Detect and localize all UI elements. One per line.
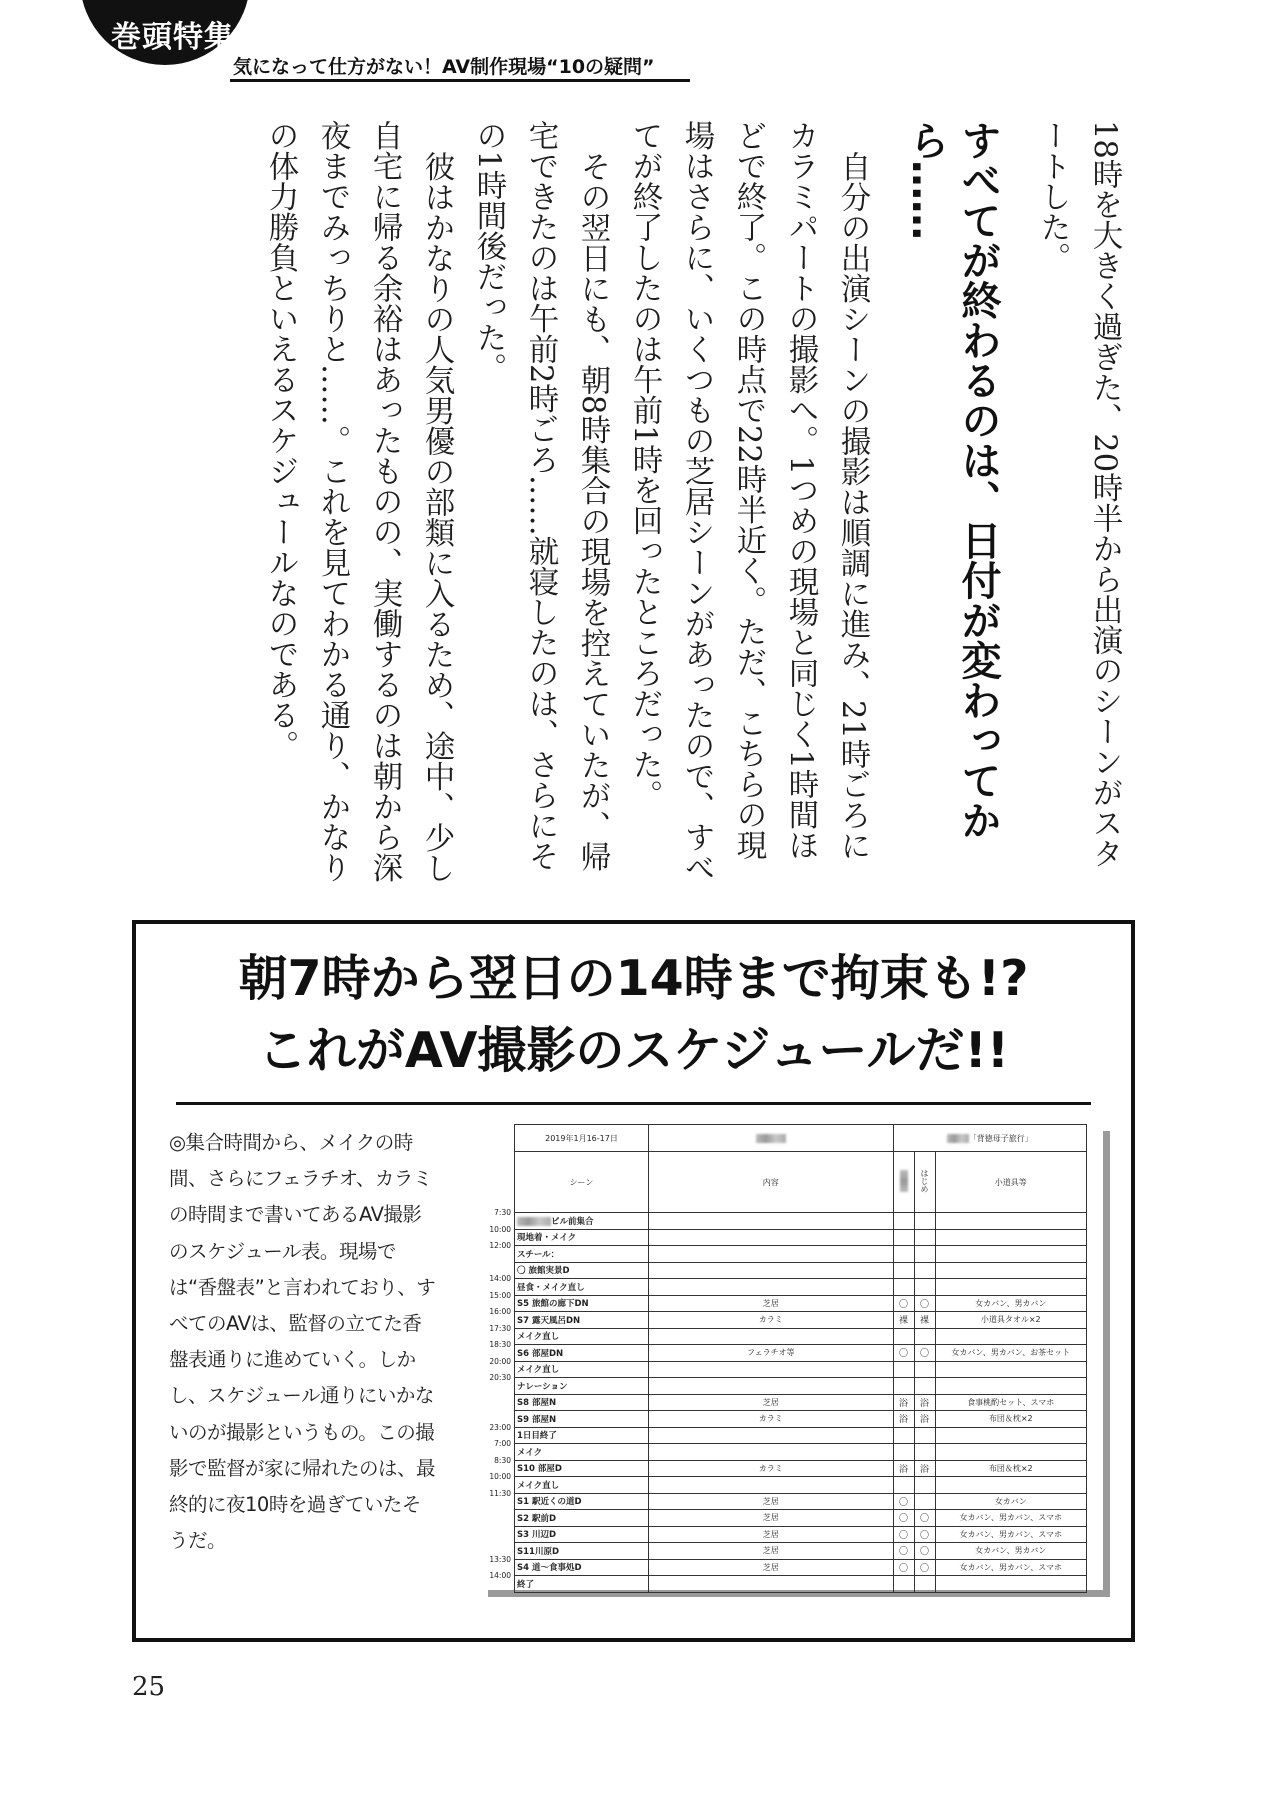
col-scene-header: シーン <box>515 1152 649 1213</box>
schedule-props-cell <box>935 1328 1086 1345</box>
schedule-props-cell <box>935 1279 1086 1296</box>
schedule-mark-cell <box>914 1246 935 1263</box>
schedule-row <box>515 1576 1087 1593</box>
col-redacted-header <box>893 1152 914 1213</box>
schedule-time-label: 18:30 <box>489 1340 511 1349</box>
schedule-content-cell <box>648 1477 893 1494</box>
schedule-mark-cell <box>914 1229 935 1246</box>
schedule-time-label: 14:00 <box>489 1274 511 1283</box>
schedule-props-cell <box>935 1444 1086 1461</box>
schedule-mark-cell: 〇 <box>914 1543 935 1560</box>
schedule-scene-cell: メイク直し <box>515 1328 649 1345</box>
schedule-row <box>515 1510 1087 1527</box>
schedule-row <box>515 1493 1087 1510</box>
schedule-time-label: 10:00 <box>489 1472 511 1481</box>
schedule-mark-cell: 〇 <box>893 1295 914 1312</box>
header-rule <box>230 79 690 82</box>
schedule-date: 2019年1月16-17日 <box>515 1125 649 1152</box>
schedule-props-cell <box>935 1229 1086 1246</box>
schedule-redacted-name <box>648 1125 893 1152</box>
schedule-scene-cell: 終了 <box>515 1576 649 1593</box>
schedule-mark-cell <box>893 1262 914 1279</box>
schedule-time-label: 20:00 <box>489 1356 511 1366</box>
schedule-row <box>515 1394 1087 1411</box>
schedule-props-cell <box>935 1378 1086 1395</box>
article-paragraph-2: 自分の出演シーンの撮影は順調に進み、21時ごろにカラミパートの撮影へ。1つめの現場と同じく1時間ほどで終了。この時点で22時半近く。ただ、こちらの現場はさらに、いくつもの芝居シーンがあったので、すべてが終了したのは午前1時を回ったところだった。 <box>627 120 870 883</box>
article-paragraph-3: その翌日にも、朝8時集合の現場を控えていたが、帰宅できたのは午前2時ごろ……就寝したのは、さらにその1時間後だった。 <box>471 120 610 872</box>
schedule-props-cell: 食事桃酌セット、スマホ <box>935 1394 1086 1411</box>
schedule-mark-cell <box>893 1361 914 1378</box>
schedule-mark-cell <box>914 1444 935 1461</box>
schedule-title: 「背徳母子旅行」 <box>968 1133 1033 1143</box>
schedule-time-label: 15:00 <box>489 1290 511 1300</box>
schedule-mark-cell <box>893 1477 914 1494</box>
schedule-row <box>515 1262 1087 1279</box>
schedule-scene-cell: S4 道～食事処D <box>515 1559 649 1576</box>
schedule-scene-cell: 1日目終了 <box>515 1427 649 1444</box>
schedule-mark-cell <box>893 1279 914 1296</box>
schedule-props-cell: 布団＆枕×2 <box>935 1460 1086 1477</box>
schedule-scene-cell: 〇 旅館実景D <box>515 1262 649 1279</box>
header-title: 気になって仕方がない！AV制作現場“10の疑問” <box>233 56 655 78</box>
schedule-row <box>515 1378 1087 1395</box>
schedule-content-cell <box>648 1378 893 1395</box>
schedule-mark-cell: 〇 <box>893 1510 914 1527</box>
schedule-row <box>515 1295 1087 1312</box>
schedule-props-cell <box>935 1477 1086 1494</box>
schedule-content-cell: 芝居 <box>648 1295 893 1312</box>
schedule-props-cell <box>935 1213 1086 1230</box>
schedule-content-cell: カラミ <box>648 1312 893 1329</box>
schedule-mark-cell <box>914 1262 935 1279</box>
schedule-mark-cell <box>914 1477 935 1494</box>
schedule-mark-cell: 浴 <box>914 1394 935 1411</box>
schedule-content-cell: カラミ <box>648 1411 893 1428</box>
schedule-content-cell: 芝居 <box>648 1526 893 1543</box>
schedule-mark-cell: 裸 <box>914 1312 935 1329</box>
schedule-mark-cell: 〇 <box>914 1559 935 1576</box>
schedule-mark-cell <box>893 1576 914 1593</box>
schedule-scene-text: ビル前集合 <box>551 1216 594 1227</box>
schedule-mark-cell: 〇 <box>914 1345 935 1362</box>
schedule-row <box>515 1543 1087 1560</box>
schedule-time-label: 8:30 <box>494 1455 511 1465</box>
schedule-row <box>515 1411 1087 1428</box>
schedule-content-cell <box>648 1427 893 1444</box>
schedule-sheet-image <box>481 1124 1103 1590</box>
schedule-time-label: 11:30 <box>489 1488 511 1498</box>
schedule-mark-cell: 〇 <box>914 1295 935 1312</box>
schedule-row <box>515 1213 1087 1230</box>
schedule-row <box>515 1279 1087 1296</box>
schedule-mark-cell: 裸 <box>893 1312 914 1329</box>
schedule-mark-cell <box>914 1576 935 1593</box>
schedule-title-row <box>515 1125 1087 1152</box>
redacted-location <box>517 1217 551 1226</box>
schedule-props-cell: 女カバン、男カバン <box>935 1543 1086 1560</box>
schedule-time-label: 17:30 <box>489 1323 511 1333</box>
schedule-row <box>515 1328 1087 1345</box>
schedule-row <box>515 1444 1087 1461</box>
col-content-header: 内容 <box>648 1152 893 1213</box>
box-title-rule <box>176 1102 1091 1105</box>
schedule-props-cell: 女カバン、男カバン、お茶セット <box>935 1345 1086 1362</box>
schedule-scene-cell: S2 駅前D <box>515 1510 649 1527</box>
schedule-mark-cell: 浴 <box>893 1411 914 1428</box>
schedule-scene-cell: メイク <box>515 1444 649 1461</box>
schedule-feature-box <box>132 920 1135 1642</box>
box-title-line-2: これがAV撮影のスケジュールだ!! <box>257 1022 1010 1079</box>
schedule-props-cell: 女カバン、男カバン、スマホ <box>935 1510 1086 1527</box>
schedule-time-label: 10:00 <box>489 1224 511 1234</box>
schedule-mark-cell: 浴 <box>893 1460 914 1477</box>
schedule-row <box>515 1477 1087 1494</box>
schedule-content-cell <box>648 1246 893 1263</box>
schedule-scene-cell <box>515 1213 649 1230</box>
article-paragraph-4: 彼はかなりの人気男優の部類に入るため、途中、少し自宅に帰る余裕はあったものの、実働するのは朝から深夜までみっちりと……。これを見てわかる通り、かなりの体力勝負といえるスケジュールなのである。 <box>263 120 454 883</box>
schedule-row <box>515 1427 1087 1444</box>
schedule-content-cell <box>648 1328 893 1345</box>
article-paragraph-1: 18時を大きく過ぎた、20時半から出演のシーンがスタートした。 <box>1035 120 1122 869</box>
schedule-content-cell <box>648 1576 893 1593</box>
caption-text: ◎集合時間から、メイクの時間、さらにフェラチオ、カラミの時間まで書いてあるAV撮影のスケジュール表。現場では“香盤表”と言われており、すべてのAVは、監督の立てた香盤表通りに進めていく。しかし、スケジュール通りにいかないのが撮影というもの。この撮影で監督が家に帰れたのは、最終的に夜10時を過ぎていたそうだ。 <box>169 1131 436 1553</box>
schedule-row <box>515 1345 1087 1362</box>
schedule-mark-cell <box>893 1246 914 1263</box>
schedule-mark-cell: 〇 <box>893 1559 914 1576</box>
schedule-content-cell: カラミ <box>648 1460 893 1477</box>
schedule-mark-cell: 〇 <box>893 1345 914 1362</box>
schedule-mark-cell <box>893 1444 914 1461</box>
schedule-props-cell <box>935 1427 1086 1444</box>
schedule-scene-cell: S8 部屋N <box>515 1394 649 1411</box>
schedule-content-cell: 芝居 <box>648 1493 893 1510</box>
schedule-time-label: 23:00 <box>489 1422 511 1432</box>
schedule-scene-cell: S11川原D <box>515 1543 649 1560</box>
schedule-mark-cell <box>914 1361 935 1378</box>
schedule-content-cell: 芝居 <box>648 1394 893 1411</box>
schedule-props-cell: 女カバン、男カバン <box>935 1295 1086 1312</box>
article-body <box>190 120 1130 890</box>
schedule-props-cell: 小道具タオル×2 <box>935 1312 1086 1329</box>
schedule-props-cell: 女カバン、男カバン、スマホ <box>935 1526 1086 1543</box>
schedule-scene-cell: S5 旅館の廊下DN <box>515 1295 649 1312</box>
page-number: 25 <box>132 1672 166 1702</box>
schedule-row <box>515 1246 1087 1263</box>
schedule-row <box>515 1229 1087 1246</box>
box-title-line-1: 朝7時から翌日の14時まで拘束も!? <box>238 950 1029 1007</box>
schedule-table <box>514 1124 1087 1593</box>
schedule-mark-cell <box>893 1213 914 1230</box>
schedule-mark-cell: 〇 <box>914 1510 935 1527</box>
schedule-mark-cell <box>914 1213 935 1230</box>
header-tag: 巻頭特集 <box>111 20 235 55</box>
schedule-content-cell: 芝居 <box>648 1510 893 1527</box>
schedule-props-cell <box>935 1576 1086 1593</box>
schedule-content-cell <box>648 1361 893 1378</box>
schedule-mark-cell <box>893 1328 914 1345</box>
schedule-props-cell: 女カバン <box>935 1493 1086 1510</box>
article-heading: すべてが終わるのは、日付が変わってから…… <box>903 120 1001 840</box>
schedule-mark-cell: 〇 <box>914 1526 935 1543</box>
schedule-scene-cell: スチール： <box>515 1246 649 1263</box>
schedule-mark-cell <box>893 1427 914 1444</box>
schedule-content-cell <box>648 1279 893 1296</box>
schedule-scene-cell: S10 部屋D <box>515 1460 649 1477</box>
col-hajime-header <box>914 1152 935 1213</box>
schedule-mark-cell <box>914 1378 935 1395</box>
schedule-content-cell <box>648 1262 893 1279</box>
schedule-mark-cell <box>914 1279 935 1296</box>
schedule-content-cell <box>648 1444 893 1461</box>
schedule-content-cell: 芝居 <box>648 1559 893 1576</box>
schedule-scene-cell: 現地着・メイク <box>515 1229 649 1246</box>
schedule-props-cell: 布団＆枕×2 <box>935 1411 1086 1428</box>
schedule-time-label: 14:00 <box>489 1571 511 1580</box>
schedule-time-label: 16:00 <box>489 1307 511 1316</box>
col-props-header: 小道具等 <box>935 1152 1086 1213</box>
schedule-time-label: 7:30 <box>494 1208 511 1217</box>
schedule-row <box>515 1460 1087 1477</box>
schedule-mark-cell <box>893 1229 914 1246</box>
schedule-caption <box>169 1125 437 1559</box>
schedule-mark-cell: 〇 <box>893 1543 914 1560</box>
schedule-scene-cell: ナレーション <box>515 1378 649 1395</box>
schedule-scene-cell: S3 川辺D <box>515 1526 649 1543</box>
schedule-mark-cell: 〇 <box>893 1493 914 1510</box>
schedule-mark-cell <box>914 1427 935 1444</box>
schedule-mark-cell <box>914 1493 935 1510</box>
schedule-row <box>515 1361 1087 1378</box>
schedule-scene-cell: S6 部屋DN <box>515 1345 649 1362</box>
schedule-content-cell <box>648 1213 893 1230</box>
schedule-time-label: 12:00 <box>489 1241 511 1250</box>
schedule-time-label: 7:00 <box>494 1439 511 1448</box>
col-hajime-label: はじめ <box>920 1169 930 1193</box>
schedule-content-cell: フェラチオ等 <box>648 1345 893 1362</box>
schedule-scene-cell: 昼食・メイク直し <box>515 1279 649 1296</box>
schedule-mark-cell <box>893 1378 914 1395</box>
schedule-time-label: 20:30 <box>489 1373 511 1382</box>
schedule-mark-cell: 浴 <box>914 1411 935 1428</box>
schedule-mark-cell: 浴 <box>914 1460 935 1477</box>
schedule-title-cell <box>893 1125 1086 1152</box>
schedule-mark-cell: 〇 <box>893 1526 914 1543</box>
schedule-props-cell <box>935 1361 1086 1378</box>
schedule-content-cell: 芝居 <box>648 1543 893 1560</box>
schedule-mark-cell <box>914 1328 935 1345</box>
schedule-header-row <box>515 1152 1087 1213</box>
schedule-row <box>515 1312 1087 1329</box>
schedule-scene-cell: メイク直し <box>515 1477 649 1494</box>
schedule-scene-cell: S1 駅近くの道D <box>515 1493 649 1510</box>
schedule-mark-cell: 浴 <box>893 1394 914 1411</box>
schedule-scene-cell: メイク直し <box>515 1361 649 1378</box>
schedule-row <box>515 1559 1087 1576</box>
schedule-time-label: 13:30 <box>489 1554 511 1564</box>
schedule-scene-cell: S7 露天風呂DN <box>515 1312 649 1329</box>
schedule-scene-cell: S9 部屋N <box>515 1411 649 1428</box>
schedule-props-cell <box>935 1262 1086 1279</box>
schedule-props-cell: 女カバン、男カバン、スマホ <box>935 1559 1086 1576</box>
schedule-content-cell <box>648 1229 893 1246</box>
schedule-row <box>515 1526 1087 1543</box>
schedule-props-cell <box>935 1246 1086 1263</box>
